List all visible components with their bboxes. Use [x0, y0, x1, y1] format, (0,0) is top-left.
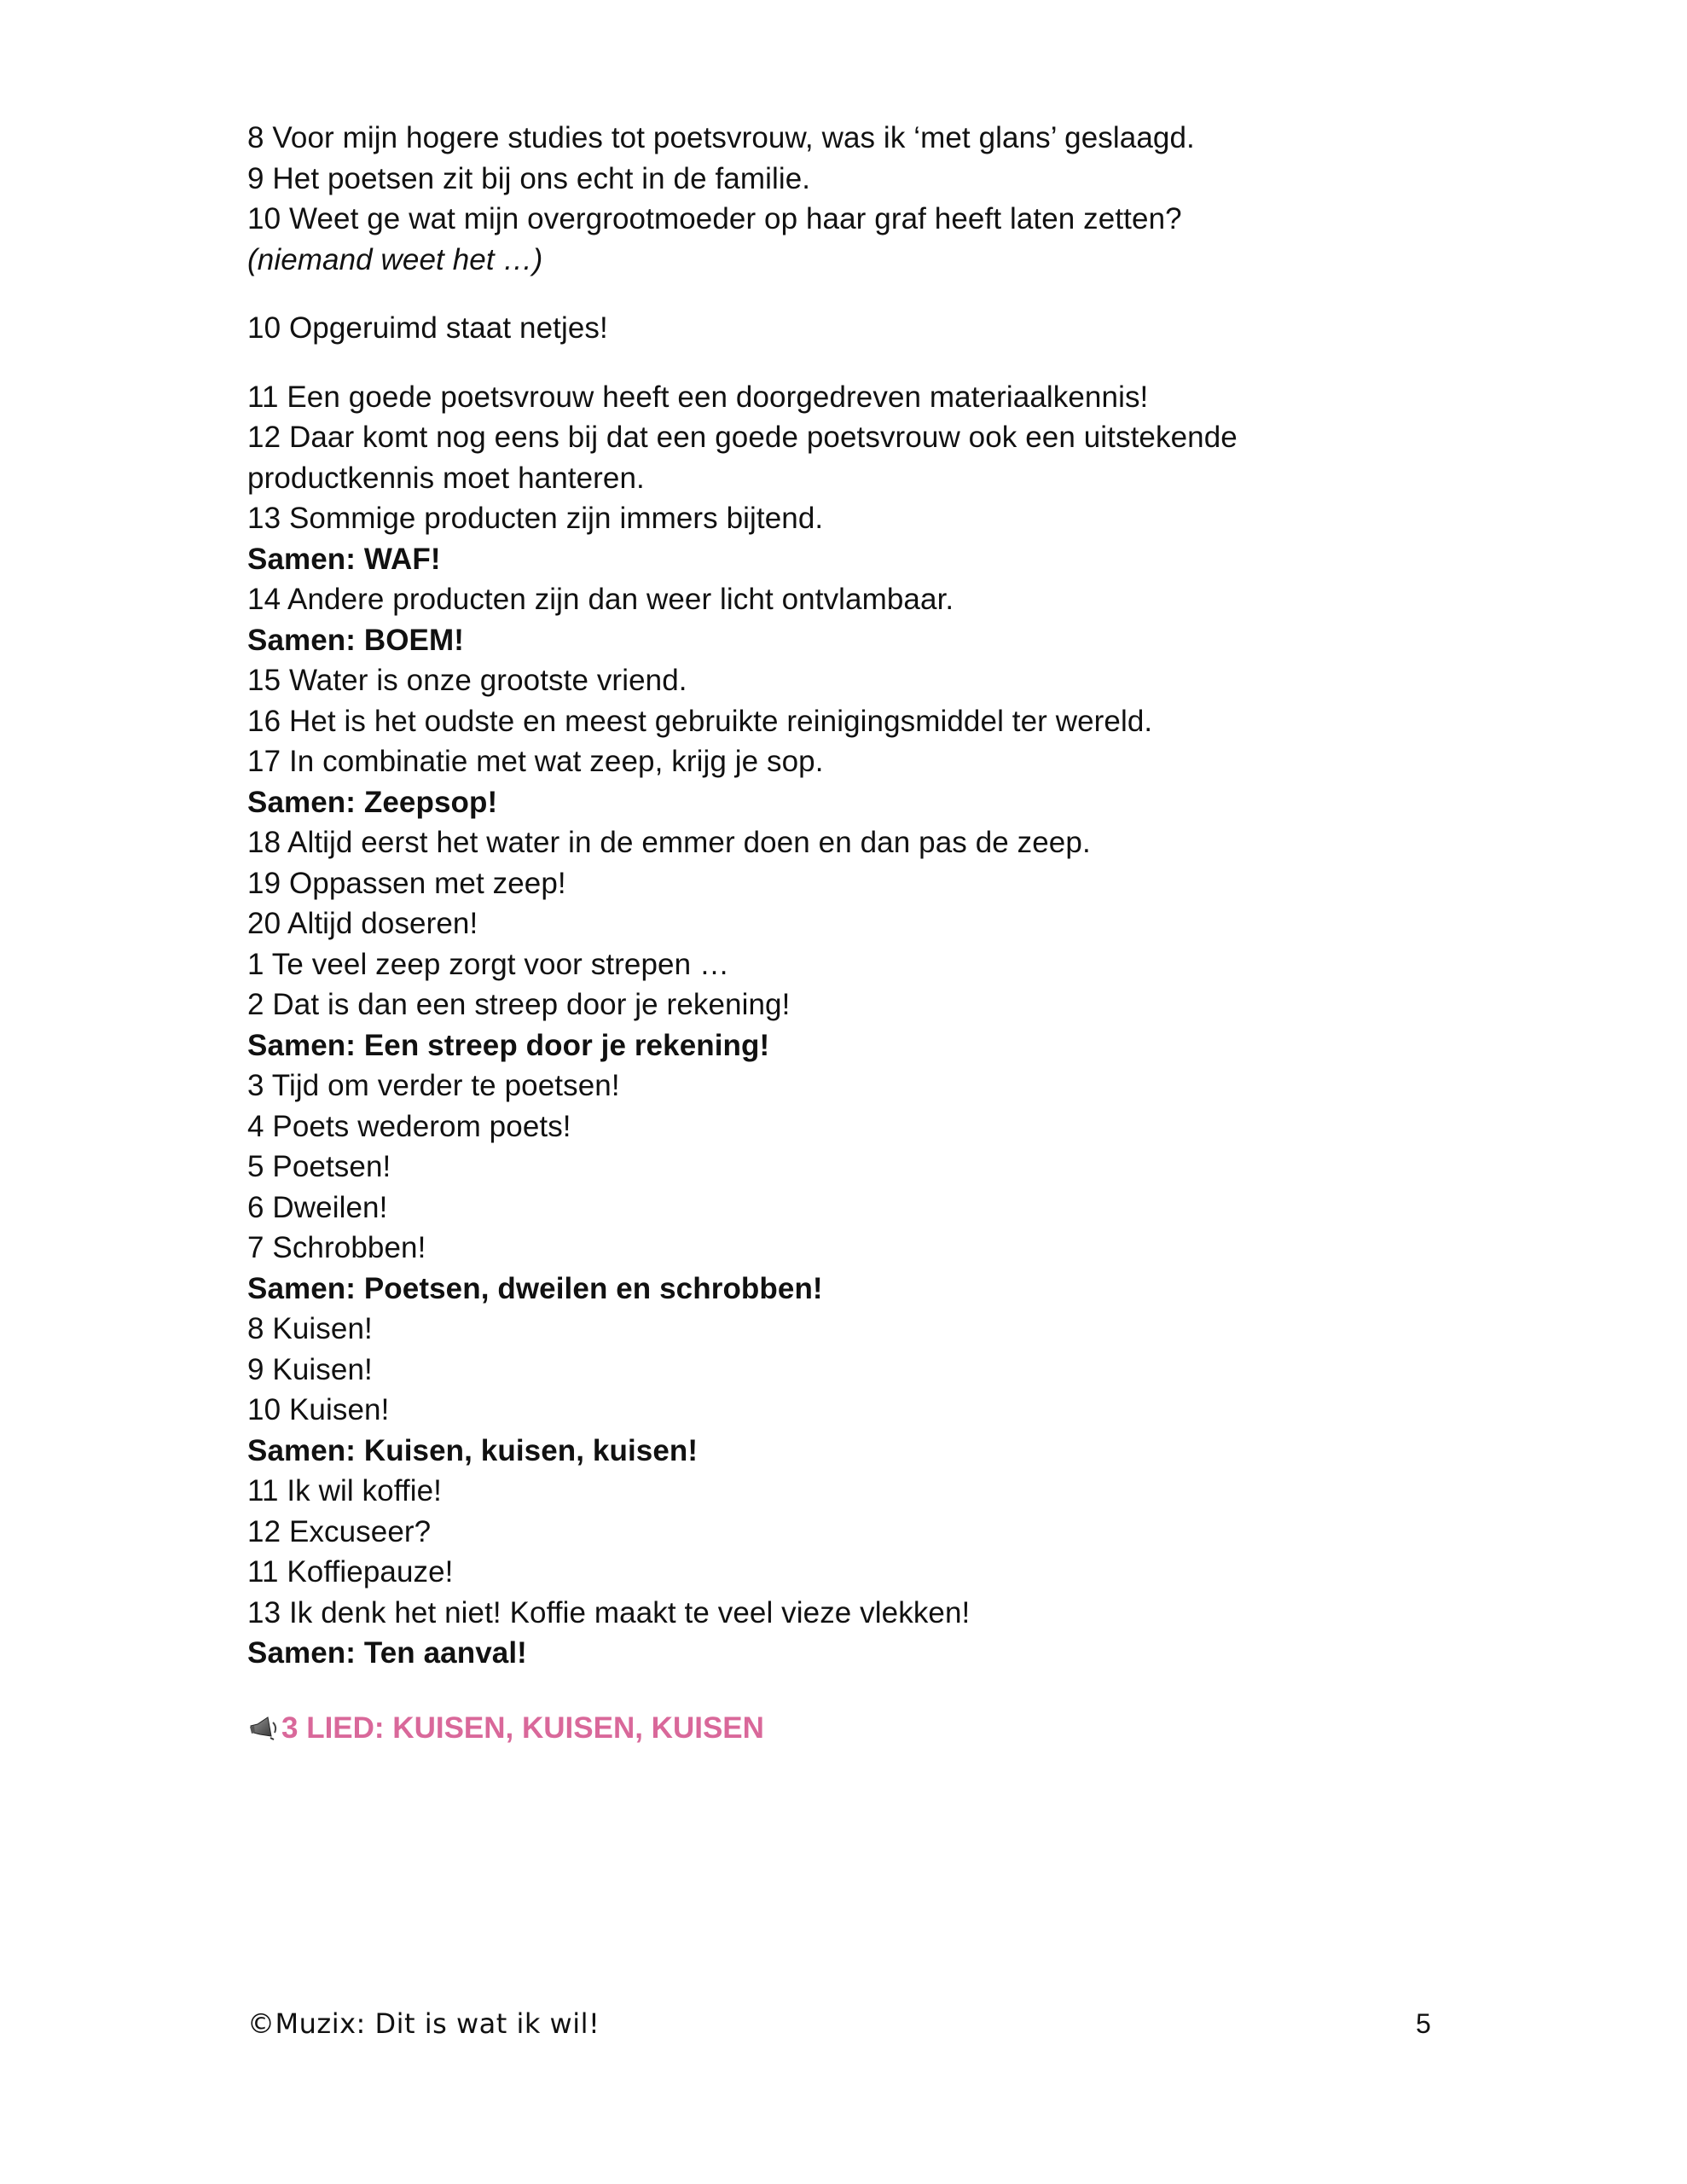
text-line: 15 Water is onze grootste vriend. [247, 664, 687, 697]
text-line: 13 Sommige producten zijn immers bijtend. [247, 502, 824, 535]
song-heading [247, 1708, 1458, 1749]
text-line: 5 Poetsen! [247, 1150, 391, 1183]
text-line: 9 Het poetsen zit bij ons echt in de familie. [247, 161, 811, 195]
text-line: 8 Kuisen! [247, 1312, 373, 1345]
footer-copyright: ©Muzix: Dit is wat ik wil! [247, 2007, 600, 2040]
chorus-line: Samen: Ten aanval! [247, 1636, 527, 1670]
chorus-line: Samen: Poetsen, dweilen en schrobben! [247, 1271, 823, 1305]
song-heading-text: 3 LIED: KUISEN, KUISEN, KUISEN [281, 1711, 764, 1745]
text-line: 12 Excuseer? [247, 1514, 432, 1548]
text-line: productkennis moet hanteren. [247, 461, 645, 495]
text-line: 16 Het is het oudste en meest gebruikte reinigingsmiddel ter wereld. [247, 704, 1153, 738]
text-line: 2 Dat is dan een streep door je rekening! [247, 988, 791, 1021]
text-line: 3 Tijd om verder te poetsen! [247, 1069, 620, 1102]
text-line: 8 Voor mijn hogere studies tot poetsvrouw, was ik ‘met glans’ geslaagd. [247, 121, 1195, 154]
text-line: 19 Oppassen met zeep! [247, 866, 566, 900]
text-line: 10 Kuisen! [247, 1393, 390, 1426]
chorus-line: Samen: Een streep door je rekening! [247, 1028, 770, 1062]
chorus-line: Samen: Kuisen, kuisen, kuisen! [247, 1433, 699, 1467]
text-line: 11 Koffiepauze! [247, 1555, 454, 1589]
paragraph-gap [247, 280, 1458, 308]
text-line: 13 Ik denk het niet! Koffie maakt te veel vieze vlekken! [247, 1595, 971, 1629]
text-line: 9 Kuisen! [247, 1352, 373, 1386]
text-line: (niemand weet het …) [247, 242, 543, 276]
text-line: 10 Weet ge wat mijn overgrootmoeder op haar graf heeft laten zetten? [247, 202, 1182, 235]
text-line: 14 Andere producten zijn dan weer licht ontvlambaar. [247, 583, 954, 616]
text-line: 11 Een goede poetsvrouw heeft een doorgedreven materiaalkennis! [247, 380, 1149, 414]
speaker-icon [247, 1714, 280, 1741]
text-line: 6 Dweilen! [247, 1190, 388, 1224]
page-number: 5 [1416, 2008, 1431, 2039]
chorus-line: Samen: Zeepsop! [247, 785, 498, 819]
text-line: 1 Te veel zeep zorgt voor strepen … [247, 947, 730, 981]
text-line: 12 Daar komt nog eens bij dat een goede poetsvrouw ook een uitstekende [247, 421, 1238, 454]
text-line: 4 Poets wederom poets! [247, 1109, 571, 1143]
text-line: 17 In combinatie met wat zeep, krijg je sop. [247, 745, 824, 778]
dialogue-lines [247, 118, 1458, 1674]
script-text [247, 118, 1458, 1748]
text-line: 10 Opgeruimd staat netjes! [247, 311, 608, 345]
chorus-line: Samen: BOEM! [247, 623, 465, 657]
text-line: 7 Schrobben! [247, 1231, 426, 1264]
chorus-line: Samen: WAF! [247, 542, 441, 576]
text-line: 20 Altijd doseren! [247, 907, 478, 940]
text-line: 11 Ik wil koffie! [247, 1474, 443, 1507]
text-line: 18 Altijd eerst het water in de emmer doen en dan pas de zeep. [247, 826, 1091, 859]
paragraph-gap [247, 349, 1458, 377]
